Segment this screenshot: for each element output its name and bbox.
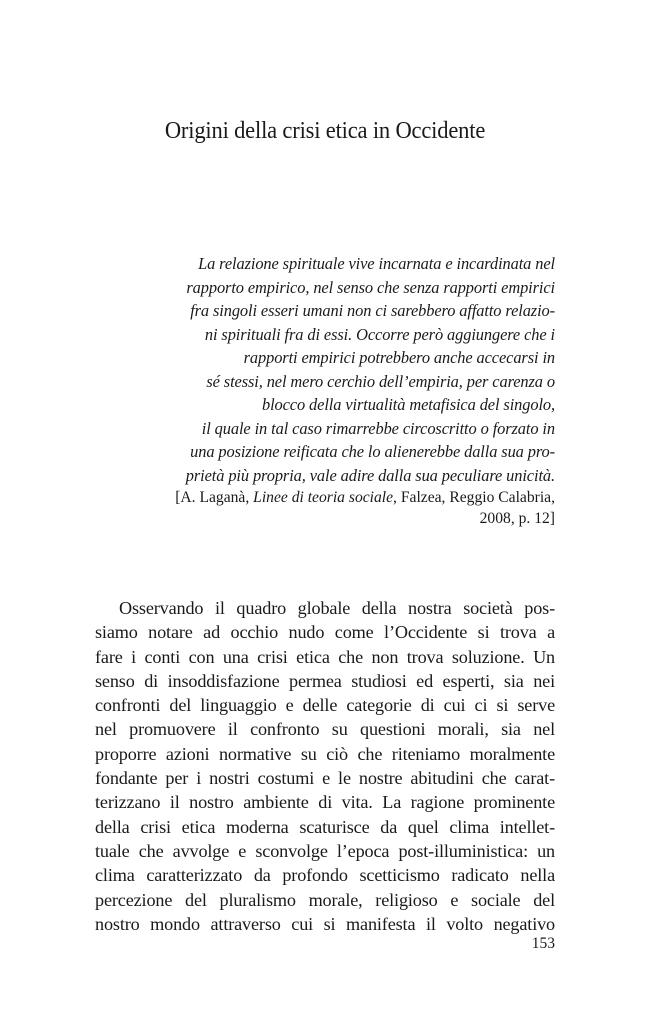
body-line: nel promuovere il confronto su questioni morali, sia nel [95,719,555,740]
epigraph [140,252,555,529]
epigraph-line: fra singoli esseri umani non ci sarebbero affatto relazio- [190,301,555,320]
epigraph-citation-line2: 2008, p. 12] [479,510,555,527]
epigraph-line: blocco della virtualità metafisica del singolo, [261,395,555,414]
body-line: nostro mondo attraverso cui si manifesta il volto negativo [95,913,555,934]
chapter-title: Origini della crisi etica in Occidente [164,117,486,144]
epigraph-line: una posizione reificata che lo alienerebbe dalla sua pro- [190,442,555,461]
citation-suffix: , Falzea, Reggio Calabria, [393,489,555,506]
body-line: proporre azioni normative su ciò che riteniamo moralmente [95,743,555,764]
citation-work-title: Linee di teoria sociale [253,489,394,506]
epigraph-line: ni spirituali fra di essi. Occorre però aggiungere che i [204,324,555,344]
body-line: fare i conti con una crisi etica che non trova soluzione. Un [95,646,555,667]
body-paragraph [95,596,555,936]
body-line: clima caratterizzato da profondo scetticismo radicato nella [95,865,555,886]
epigraph-line: prietà più propria, vale adire dalla sua peculiare unicità. [185,465,555,485]
epigraph-citation [140,488,555,508]
body-line: Osservando il quadro globale della nostra società pos- [119,598,555,618]
body-line: fondante per i nostri costumi e le nostre abitudini che carat- [95,768,555,789]
epigraph-line: La relazione spirituale vive incarnata e incardinata nel [198,254,555,273]
body-line: della crisi etica moderna scaturisce da quel clima intellet- [95,816,555,837]
epigraph-line: rapporto empirico, nel senso che senza rapporti empirici [186,277,555,297]
body-line: percezione del pluralismo morale, religioso e sociale del [95,889,555,910]
body-line: confronti del linguaggio e delle categorie di cui ci si serve [95,695,555,716]
epigraph-line: rapporti empirici potrebbero anche accecarsi in [243,348,555,367]
citation-prefix: [A. Laganà, [175,489,254,506]
epigraph-line: il quale in tal caso rimarrebbe circoscritto o forzato in [201,418,555,438]
body-line: tuale che avvolge e sconvolge l’epoca post-illuministica: un [95,840,555,861]
page-number: 153 [531,935,555,952]
epigraph-line: sé stessi, nel mero cerchio dell’empiria, per carenza o [206,371,555,391]
body-line: terizzano il nostro ambiente di vita. La ragione prominente [95,792,555,813]
body-line: senso di insoddisfazione permea studiosi ed esperti, sia nei [95,670,555,691]
body-line: siamo notare ad occhio nudo come l’Occidente si trova a [95,622,555,643]
